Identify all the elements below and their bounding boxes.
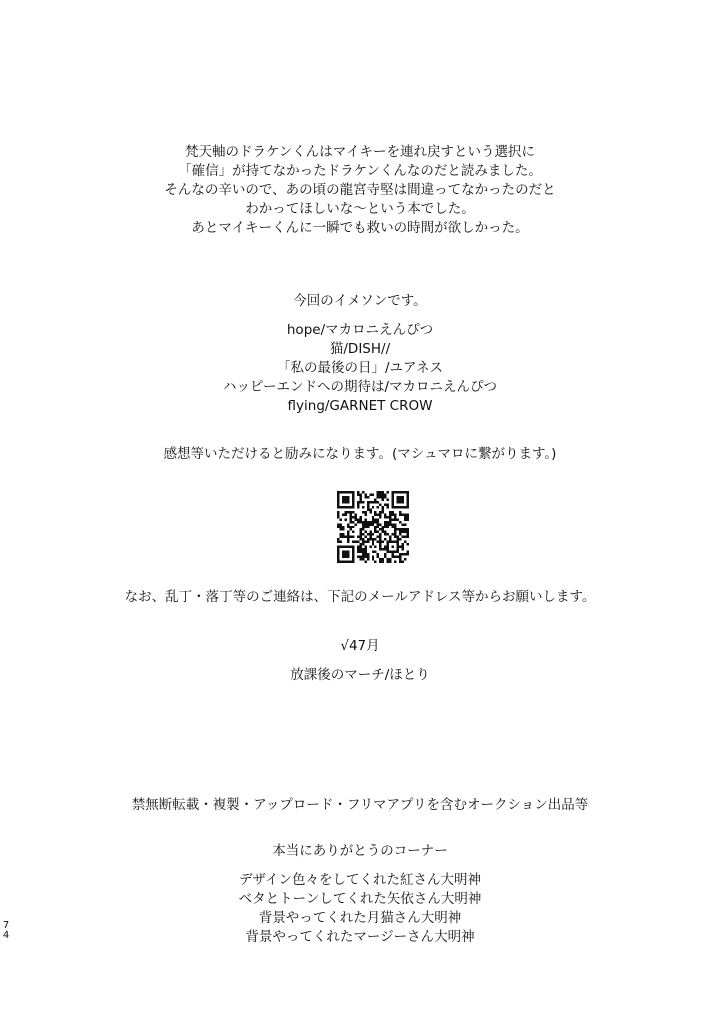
copyright-text: 禁無断転載・複製・アップロード・フリマアプリを含むオークション出品等 [131, 797, 589, 813]
page-number: 74 [2, 920, 10, 941]
feedback-text: 感想等いただけると励みになります。(マシュマロに繋がります。) [163, 446, 557, 462]
image-songs-section [0, 292, 720, 416]
contact-text: なお、乱丁・落丁等のご連絡は、下記のメールアドレス等からお願いします。 [124, 589, 596, 605]
afterword-line: わかってほしいな〜という本でした。 [245, 201, 475, 217]
qr-code-icon[interactable] [337, 491, 409, 563]
song-item: flying/GARNET CROW [287, 398, 433, 414]
song-item: 猫/DISH// [329, 341, 391, 357]
thanks-section [0, 842, 720, 947]
thanks-item: 背景やってくれたマージーさん大明神 [245, 929, 475, 945]
author-handle: √47月 [340, 638, 380, 654]
circle-name: 放課後のマーチ/ほとり [290, 667, 430, 683]
afterword-line: そんなの辛いので、あの頃の龍宮寺堅は間違ってなかったのだと [164, 182, 556, 198]
image-songs-heading: 今回のイメソンです。 [293, 293, 427, 309]
author-credit [0, 637, 720, 685]
contact-note [0, 588, 720, 607]
song-item: hope/マカロニえんぴつ [286, 322, 434, 338]
afterword-text [0, 143, 720, 238]
feedback-note [0, 445, 720, 464]
thanks-item: ベタとトーンしてくれた矢依さん大明神 [238, 891, 482, 907]
copyright-notice [0, 796, 720, 815]
afterword-line: あとマイキーくんに一瞬でも救いの時間が欲しかった。 [191, 220, 529, 236]
thanks-item: デザイン色々をしてくれた紅さん大明神 [238, 872, 482, 888]
song-item: 「私の最後の日」/ユアネス [276, 360, 443, 376]
song-item: ハッピーエンドへの期待は/マカロニえんぴつ [222, 379, 497, 395]
thanks-item: 背景やってくれた月猫さん大明神 [258, 910, 462, 926]
afterword-line: 「確信」が持てなかったドラケンくんなのだと読みました。 [178, 163, 542, 179]
afterword-line: 梵天軸のドラケンくんはマイキーを連れ戻すという選択に [184, 144, 536, 160]
thanks-heading: 本当にありがとうのコーナー [272, 843, 448, 859]
